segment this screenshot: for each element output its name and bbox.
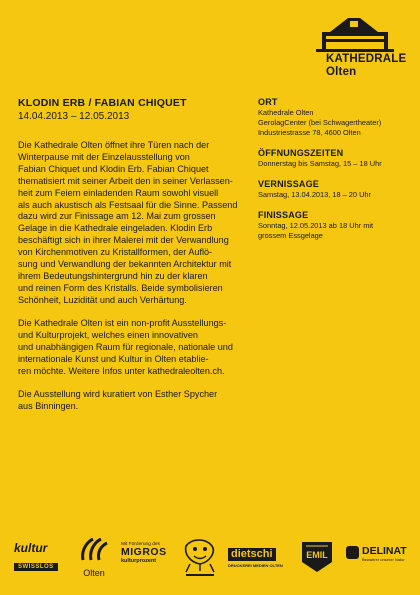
- logo-wordmark: [326, 53, 406, 78]
- olten-wordmark: Olten: [83, 568, 105, 578]
- migros-subtext: kulturprozent: [121, 558, 157, 564]
- text-line: Gelage in die Kathedrale eingeladen. Klodin Erb: [18, 223, 213, 234]
- sponsor-dietschi-logo: [228, 544, 292, 568]
- text-line: ihrem Bedeutungshintergrund hin zu der klaren: [18, 270, 208, 281]
- text-line: Samstag, 13.04.2013, 18 – 20 Uhr: [258, 190, 371, 199]
- logo-line-1: KATHEDRALE: [326, 53, 407, 65]
- sponsor-olten-logo: [76, 538, 112, 576]
- finissage-text: [258, 221, 408, 241]
- emil-wordmark: EMIL: [306, 550, 328, 560]
- oeffnungszeiten-heading: ÖFFNUNGSZEITEN: [258, 148, 344, 158]
- text-line: heit zum Feiern einladenden Raum sowohl visuell: [18, 187, 219, 198]
- paragraph-curator: [18, 389, 250, 413]
- text-line: Industriestrasse 78, 4600 Olten: [258, 128, 361, 137]
- text-line: Die Kathedrale Olten ist ein non-profit Ausstellungs-: [18, 318, 227, 329]
- sponsor-kultur-swisslos-logo: [14, 542, 68, 572]
- text-line: Schönheit, Luzidität und auch Verhärtung.: [18, 294, 187, 305]
- logo-line-2: Olten: [326, 65, 357, 78]
- text-line: thematisiert mit seiner Arbeit den in seiner Verlassen-: [18, 175, 233, 186]
- text-line: und Kulturprojekt, welches einen innovativen: [18, 330, 198, 341]
- text-line: internationale Kunst und Kultur in Olten etablie-: [18, 353, 209, 364]
- kathedrale-building-icon: [308, 16, 404, 52]
- paragraph-about: [18, 318, 250, 378]
- text-line: und unabhängigen Raum für regionale, nationale und: [18, 342, 233, 352]
- text-line: von Kirchenmotiven zu Kristallformen, der Auflö-: [18, 247, 213, 258]
- text-line: Die Ausstellung wird kuratiert von Esther Spycher: [18, 389, 218, 400]
- main-text: [18, 140, 250, 425]
- text-line: dazu wird zur Finissage am 12. Mai zum grossen: [18, 211, 216, 222]
- exhibition-dates: 14.04.2013 – 12.05.2013: [18, 111, 130, 122]
- delinat-leaf-icon: [346, 546, 359, 559]
- oeffnungszeiten-text: [258, 159, 408, 169]
- text-line: Winterpause mit der Einzelausstellung von: [18, 151, 190, 162]
- text-line: und reinen Form des Kristalls. Beide symbolisieren: [18, 282, 223, 293]
- delinat-subtext: Bewahrer unserer Natur: [362, 557, 405, 562]
- sponsor-bird-logo: [180, 536, 220, 578]
- exhibition-title: KLODIN ERB / FABIAN CHIQUET: [18, 97, 187, 109]
- text-line: sung und Verwandlung der bekannten Architektur mit: [18, 259, 232, 270]
- paragraph-description: [18, 140, 250, 307]
- text-line: Sonntag, 12.05.2013 ab 18 Uhr mit: [258, 221, 374, 230]
- text-line: ren möchte. Weitere Infos unter kathedraleolten.ch.: [18, 365, 225, 376]
- text-line: Die Kathedrale Olten öffnet ihre Türen nach der: [18, 140, 210, 150]
- text-line: Fabian Chiquet und Klodin Erb. Fabian Chiquet: [18, 163, 209, 174]
- finissage-heading: FINISSAGE: [258, 210, 309, 220]
- migros-pretext: Mit Förderung des: [121, 542, 160, 547]
- sponsor-migros-logo: [121, 542, 173, 564]
- swisslos-badge: SWISSLOS: [14, 563, 58, 571]
- ort-heading: ORT: [258, 97, 278, 107]
- sponsor-delinat-logo: [346, 546, 412, 562]
- text-line: GerolagCenter (bei Schwagertheater): [258, 118, 382, 127]
- vernissage-text: [258, 190, 408, 200]
- kathedrale-logo: [308, 16, 407, 86]
- olten-swoosh-icon: [79, 538, 109, 562]
- text-line: aus Binningen.: [18, 401, 79, 412]
- dietschi-wordmark: dietschi: [228, 548, 276, 561]
- text-line: als auch akustisch als Festsaal für die Sinne. Passend: [18, 199, 238, 210]
- delinat-wordmark: DELINAT: [362, 545, 407, 557]
- ort-text: [258, 108, 408, 138]
- bird-illustration-icon: [180, 536, 220, 578]
- text-line: Kathedrale Olten: [258, 108, 314, 117]
- sponsor-emil-logo: [300, 538, 334, 574]
- info-column: [258, 97, 408, 251]
- kultur-wordmark: kultur: [14, 541, 48, 555]
- vernissage-heading: VERNISSAGE: [258, 179, 320, 189]
- text-line: Donnerstag bis Samstag, 15 – 18 Uhr: [258, 159, 382, 168]
- migros-wordmark: MIGROS: [121, 546, 167, 558]
- text-line: beschäftigt sich in ihrer Malerei mit der Verwandlung: [18, 235, 229, 246]
- sponsor-logos: [0, 532, 420, 582]
- dietschi-subtext: DRUCKEREI MEDIEN OLTEN: [228, 563, 283, 568]
- text-line: grossem Essgelage: [258, 231, 323, 240]
